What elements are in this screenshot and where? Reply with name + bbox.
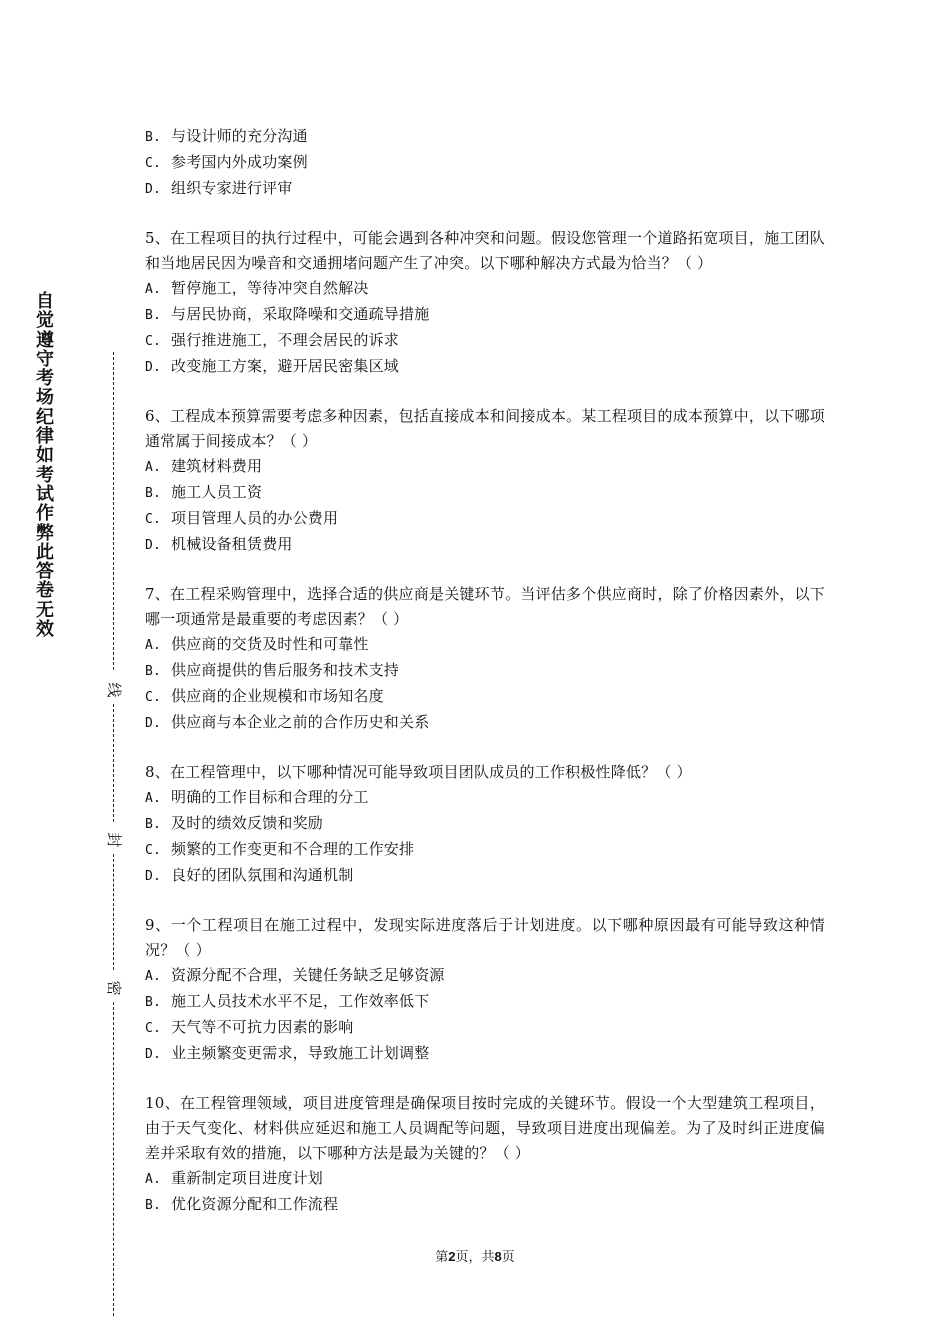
warning-char: 守 (36, 348, 54, 370)
option-b: B. 及时的绩效反馈和奖励 (145, 814, 324, 832)
question-10 (145, 1091, 825, 1218)
option-d: D. 良好的团队氛围和沟通机制 (145, 866, 354, 884)
question-text: 5、在工程项目的执行过程中，可能会遇到各种冲突和问题。假设您管理一个道路拓宽项目，施工团队和当地居民因为噪音和交通拥堵问题产生了冲突。以下哪种解决方式最为恰当？（ ） (145, 229, 825, 272)
binding-dashed-line (113, 352, 114, 670)
question-6 (145, 404, 825, 558)
option-a: A. 明确的工作目标和合理的分工 (145, 788, 369, 806)
warning-char: 觉 (36, 310, 54, 332)
binding-mark-line: 线 (104, 680, 124, 700)
question-text: 10、在工程管理领域，项目进度管理是确保项目按时完成的关键环节。假设一个大型建筑工程项目，由于天气变化、材料供应延迟和施工人员调配等问题，导致项目进度出现偏差。为了及时纠正进度偏差并采取有效的措施，以下哪种方法是最为关键的？（ ） (145, 1094, 825, 1162)
option-c: C. 参考国内外成功案例 (145, 153, 308, 171)
binding-mark-seal: 封 (104, 830, 124, 850)
binding-dashed-line (113, 854, 114, 970)
warning-char: 弊 (36, 522, 54, 544)
option-b: B. 施工人员技术水平不足，工作效率低下 (145, 992, 430, 1010)
warning-char: 试 (36, 483, 54, 505)
question-9 (145, 913, 825, 1067)
option-c: C. 强行推进施工，不理会居民的诉求 (145, 331, 400, 349)
option-d: D. 改变施工方案，避开居民密集区域 (145, 357, 400, 375)
option-b: B. 供应商提供的售后服务和技术支持 (145, 661, 400, 679)
warning-char: 遵 (36, 329, 54, 351)
warning-char: 如 (36, 445, 54, 467)
option-d: D. 机械设备租赁费用 (145, 535, 293, 553)
option-d: D. 供应商与本企业之前的合作历史和关系 (145, 713, 430, 731)
warning-char: 自 (36, 291, 54, 312)
warning-char: 考 (36, 464, 54, 486)
option-c: C. 项目管理人员的办公费用 (145, 509, 339, 527)
question-text: 9、一个工程项目在施工过程中，发现实际进度落后于计划进度。以下哪种原因最有可能导致这种情况？（ ） (145, 916, 825, 959)
question-5 (145, 226, 825, 380)
warning-char: 答 (36, 561, 54, 583)
question-text: 6、工程成本预算需要考虑多种因素，包括直接成本和间接成本。某工程项目的成本预算中，以下哪项通常属于间接成本？（ ） (145, 407, 825, 450)
previous-question-options (145, 124, 825, 202)
option-b: B. 与居民协商，采取降噪和交通疏导措施 (145, 305, 430, 323)
option-c: C. 供应商的企业规模和市场知名度 (145, 687, 384, 705)
option-c: C. 频繁的工作变更和不合理的工作安排 (145, 840, 415, 858)
option-d: D. 组织专家进行评审 (145, 179, 293, 197)
warning-char: 卷 (36, 580, 54, 602)
exam-discipline-warning (28, 292, 62, 639)
warning-char: 场 (36, 387, 54, 409)
option-a: A. 重新制定项目进度计划 (145, 1169, 324, 1187)
option-b: B. 优化资源分配和工作流程 (145, 1195, 339, 1213)
option-a: A. 建筑材料费用 (145, 457, 263, 475)
binding-dashed-line (113, 704, 114, 822)
current-page-number: 2 (448, 1249, 456, 1264)
option-b: B. 与设计师的充分沟通 (145, 127, 308, 145)
total-page-number: 8 (494, 1249, 502, 1264)
warning-char: 无 (36, 599, 54, 621)
warning-char: 此 (36, 541, 54, 563)
warning-char: 律 (36, 426, 54, 448)
warning-char: 纪 (36, 406, 54, 428)
question-text: 7、在工程采购管理中，选择合适的供应商是关键环节。当评估多个供应商时，除了价格因素外，以下哪一项通常是最重要的考虑因素？（ ） (145, 585, 825, 628)
option-a: A. 暂停施工，等待冲突自然解决 (145, 279, 369, 297)
option-c: C. 天气等不可抗力因素的影响 (145, 1018, 354, 1036)
option-a: A. 供应商的交货及时性和可靠性 (145, 635, 369, 653)
option-b: B. 施工人员工资 (145, 483, 263, 501)
option-d: D. 业主频繁变更需求，导致施工计划调整 (145, 1044, 430, 1062)
warning-char: 考 (36, 368, 54, 390)
page-footer: 第2页，共8页 (435, 1249, 515, 1265)
question-text: 8、在工程管理中，以下哪种情况可能导致项目团队成员的工作积极性降低？（ ） (145, 763, 692, 781)
binding-dashed-line (113, 1002, 114, 1316)
option-a: A. 资源分配不合理，关键任务缺乏足够资源 (145, 966, 445, 984)
binding-mark-secret: 密 (104, 978, 124, 998)
warning-char: 作 (36, 503, 54, 525)
question-7 (145, 582, 825, 736)
question-content (145, 124, 825, 1218)
warning-char: 效 (36, 619, 54, 641)
question-8 (145, 760, 825, 889)
